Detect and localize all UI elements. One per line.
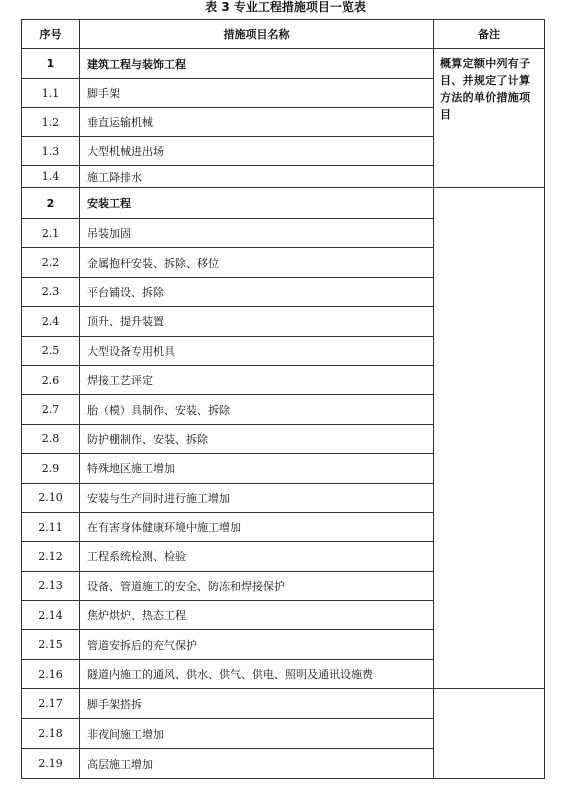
measure-name: 建筑工程与装饰工程 (80, 49, 434, 79)
measure-name: 安装工程 (80, 188, 434, 219)
measure-name: 防护棚制作、安装、拆除 (80, 424, 434, 453)
table-caption: 表 3 专业工程措施项目一览表 (205, 0, 366, 14)
measure-name: 设备、管道施工的安全、防冻和焊接保护 (80, 571, 434, 600)
row-number: 1 (22, 49, 80, 79)
remark-cell (434, 689, 545, 779)
row-number: 2.5 (22, 336, 80, 365)
row-number: 2.7 (22, 395, 80, 424)
row-number: 2.11 (22, 512, 80, 541)
row-number: 2.2 (22, 248, 80, 277)
row-number: 1.3 (22, 137, 80, 166)
section-row (22, 49, 545, 79)
measure-name: 脚手架搭拆 (80, 689, 434, 719)
measure-name: 金属抱杆安装、拆除、移位 (80, 248, 434, 277)
row-number: 2.14 (22, 601, 80, 630)
measure-name: 焦炉烘炉、热态工程 (80, 601, 434, 630)
header-row (22, 20, 545, 49)
measure-name: 垂直运输机械 (80, 108, 434, 137)
measure-name: 特殊地区施工增加 (80, 454, 434, 483)
measure-name: 非夜间施工增加 (80, 719, 434, 749)
measure-name: 高层施工增加 (80, 749, 434, 779)
row-number: 2.13 (22, 571, 80, 600)
row-number: 2.12 (22, 542, 80, 571)
row-number: 2.1 (22, 219, 80, 248)
section-row (22, 188, 545, 219)
table-body (22, 49, 545, 779)
measure-name: 平台铺设、拆除 (80, 277, 434, 306)
row-number: 1.1 (22, 79, 80, 108)
measure-name: 在有害身体健康环境中施工增加 (80, 512, 434, 541)
row-number: 2.9 (22, 454, 80, 483)
measure-name: 焊接工艺评定 (80, 365, 434, 394)
header-name: 措施项目名称 (80, 20, 434, 49)
row-number: 2.8 (22, 424, 80, 453)
measure-name: 隧道内施工的通风、供水、供气、供电、照明及通讯设施费 (80, 659, 434, 688)
row-number: 2.18 (22, 719, 80, 749)
measure-name: 顶升、提升装置 (80, 307, 434, 336)
row-number: 1.2 (22, 108, 80, 137)
row-number: 2 (22, 188, 80, 219)
row-number: 2.19 (22, 749, 80, 779)
measure-name: 安装与生产同时进行施工增加 (80, 483, 434, 512)
measure-name: 大型设备专用机具 (80, 336, 434, 365)
row-number: 2.16 (22, 659, 80, 688)
measure-name: 工程系统检测、检验 (80, 542, 434, 571)
measure-name: 管道安拆后的充气保护 (80, 630, 434, 659)
row-number: 2.4 (22, 307, 80, 336)
measure-name: 吊装加固 (80, 219, 434, 248)
measure-name: 胎（模）具制作、安装、拆除 (80, 395, 434, 424)
measure-name: 大型机械进出场 (80, 137, 434, 166)
row-number: 2.3 (22, 277, 80, 306)
header-no: 序号 (22, 20, 80, 49)
row-number: 1.4 (22, 166, 80, 188)
table-row (22, 689, 545, 719)
measures-table (21, 19, 545, 779)
remark-cell: 概算定额中列有子目、并规定了计算方法的单价措施项目 (434, 49, 545, 188)
row-number: 2.15 (22, 630, 80, 659)
row-number: 2.10 (22, 483, 80, 512)
measure-name: 脚手架 (80, 79, 434, 108)
row-number: 2.17 (22, 689, 80, 719)
measure-name: 施工降排水 (80, 166, 434, 188)
header-note: 备注 (434, 20, 545, 49)
row-number: 2.6 (22, 365, 80, 394)
remark-cell (434, 188, 545, 689)
